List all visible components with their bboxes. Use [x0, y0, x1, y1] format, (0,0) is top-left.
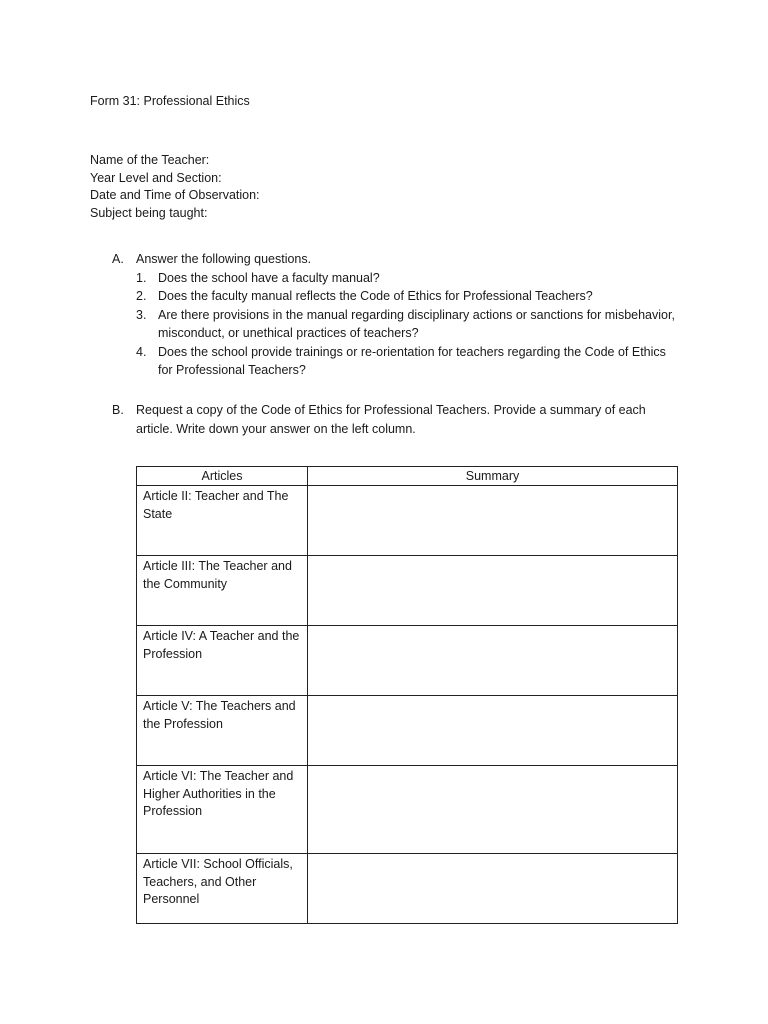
- question-item: [136, 306, 682, 343]
- header-articles: Articles: [137, 467, 308, 486]
- summary-cell[interactable]: [308, 486, 678, 556]
- info-field-subject: Subject being taught:: [90, 205, 208, 220]
- summary-cell[interactable]: [308, 696, 678, 766]
- header-summary: Summary: [308, 467, 678, 486]
- section-a-letter: A.: [112, 252, 124, 266]
- summary-cell[interactable]: [308, 626, 678, 696]
- articles-table: [136, 466, 678, 924]
- table-row: [137, 696, 678, 766]
- summary-cell[interactable]: [308, 766, 678, 854]
- form-title: Form 31: Professional Ethics: [90, 94, 250, 108]
- info-field-year-level: Year Level and Section:: [90, 170, 222, 185]
- table-row: [137, 486, 678, 556]
- article-cell: Article II: Teacher and The State: [137, 486, 308, 556]
- question-text: Are there provisions in the manual regarding disciplinary actions or sanctions for misbehavior, misconduct, or unethical practices of teachers?: [158, 307, 675, 340]
- question-number: 1.: [136, 270, 147, 285]
- article-cell: Article IV: A Teacher and the Profession: [137, 626, 308, 696]
- info-field-teacher-name: Name of the Teacher:: [90, 153, 210, 167]
- section-a: [112, 250, 682, 380]
- section-b-letter: B.: [112, 403, 124, 417]
- question-item: [136, 287, 682, 306]
- info-field-date-time: Date and Time of Observation:: [90, 188, 260, 202]
- article-cell: Article VI: The Teacher and Higher Authorities in the Profession: [137, 766, 308, 854]
- summary-cell[interactable]: [308, 854, 678, 924]
- question-item: [136, 343, 682, 380]
- question-text: Does the school provide trainings or re-orientation for teachers regarding the Code of Ethics for Professional Teachers?: [158, 344, 666, 377]
- question-number: 3.: [136, 307, 147, 322]
- question-number: 2.: [136, 289, 147, 303]
- question-number: 4.: [136, 344, 147, 359]
- article-cell: Article V: The Teachers and the Profession: [137, 696, 308, 766]
- section-b-instruction: Request a copy of the Code of Ethics for Professional Teachers. Provide a summary of each article. Write down your answer on the left column.: [136, 403, 646, 436]
- section-a-heading: [112, 250, 682, 269]
- question-text: Does the school have a faculty manual?: [158, 270, 380, 285]
- question-text: Does the faculty manual reflects the Code of Ethics for Professional Teachers?: [158, 289, 593, 303]
- articles-summary-table: [136, 466, 678, 924]
- teacher-info-fields: [90, 152, 260, 222]
- table-header-row: [137, 467, 678, 486]
- question-item: [136, 269, 682, 288]
- table-row: [137, 626, 678, 696]
- table-row: [137, 854, 678, 924]
- article-cell: Article III: The Teacher and the Community: [137, 556, 308, 626]
- table-row: [137, 766, 678, 854]
- section-a-instruction: Answer the following questions.: [136, 252, 312, 266]
- section-b-heading: [112, 401, 682, 438]
- question-list: [136, 269, 682, 380]
- section-b: [112, 401, 682, 438]
- article-cell: Article VII: School Officials, Teachers, and Other Personnel: [137, 854, 308, 924]
- table-row: [137, 556, 678, 626]
- summary-cell[interactable]: [308, 556, 678, 626]
